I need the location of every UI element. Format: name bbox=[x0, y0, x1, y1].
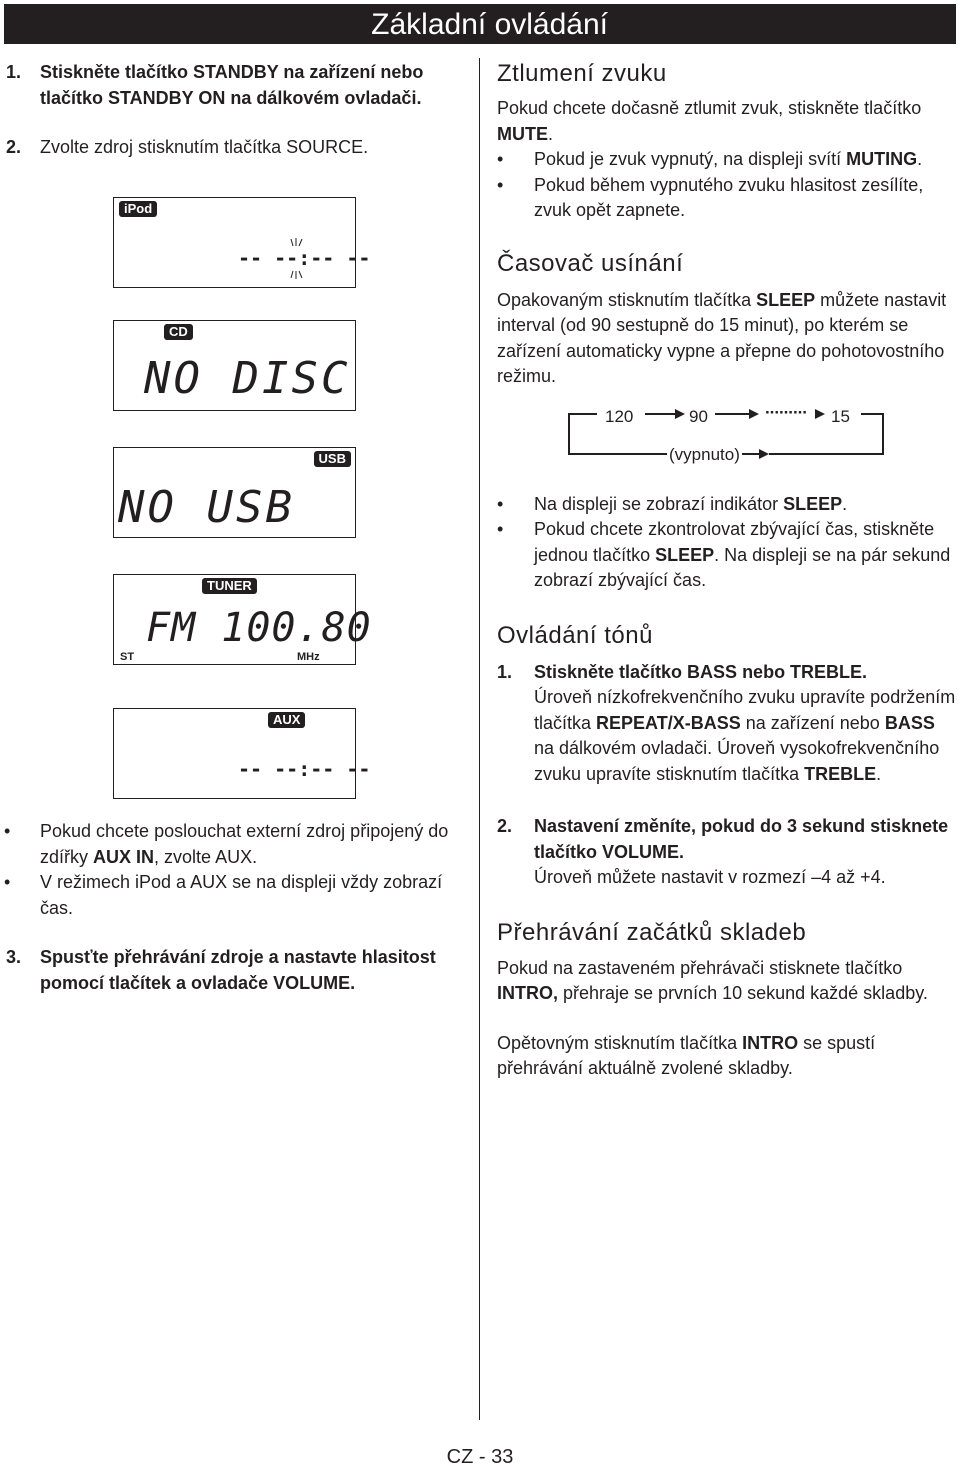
left-lower bbox=[0, 819, 460, 996]
right-column bbox=[497, 60, 959, 1082]
tuner-display-text: FM 100.80 bbox=[146, 605, 372, 651]
mute-heading: Ztlumení zvuku bbox=[497, 60, 667, 87]
page-title: Základní ovládání bbox=[371, 8, 608, 41]
cd-display bbox=[113, 320, 356, 411]
mute-paragraph: Pokud chcete dočasně ztlumit zvuk, stiskněte tlačítko MUTE. bbox=[497, 98, 922, 144]
tuner-tag: TUNER bbox=[202, 578, 257, 594]
time-bullet: • V režimech iPod a AUX se na displeji vždy zobrazí čas. bbox=[0, 870, 460, 921]
sleep-120: 120 bbox=[605, 406, 634, 426]
blink-icon bbox=[288, 236, 308, 286]
tone-step-1-title: Stiskněte tlačítko BASS nebo TREBLE. bbox=[534, 661, 868, 682]
muting-bullet: • Pokud je zvuk vypnutý, na displeji svítí MUTING. bbox=[497, 147, 959, 173]
ipod-display bbox=[113, 197, 371, 288]
page-number: CZ - 33 bbox=[446, 1446, 514, 1468]
step-3: 3. Spusťte přehrávání zdroje a nastavte hlasitost pomocí tlačítek a ovladače VOLUME. bbox=[6, 947, 436, 993]
intro-paragraph-2: Opětovným stisknutím tlačítka INTRO se spustí přehrávání aktuálně zvolené skladby. bbox=[497, 1032, 876, 1078]
page-header bbox=[4, 4, 956, 44]
column-divider bbox=[479, 58, 480, 1420]
ipod-display-text: -- --:-- -- bbox=[238, 246, 371, 270]
tuner-display bbox=[113, 574, 372, 665]
aux-bullet: • Pokud chcete poslouchat externí zdroj připojený do zdířky AUX IN, zvolte AUX. bbox=[0, 819, 460, 870]
sleep-cycle-diagram bbox=[497, 404, 959, 492]
unmute-bullet: • Pokud během vypnutého zvuku hlasitost zesílíte, zvuk opět zapnete. bbox=[497, 173, 959, 224]
cd-display-text: NO DISC bbox=[144, 353, 351, 404]
tone-step-1-text: Úroveň nízkofrekvenčního zvuku upravíte podržením tlačítka REPEAT/X-BASS na zařízení nebo BASS na dálkovém ovladači. Úroveň vysokofrekvenčního zvuku upravíte stisknutím tlačítka TREBLE. bbox=[534, 687, 956, 784]
sleep-remaining-bullet: • Pokud chcete zkontrolovat zbývající čas, stiskněte jednou tlačítko SLEEP. Na displeji se na pár sekund zobrazí zbývající čas. bbox=[497, 517, 959, 594]
tone-step-2: 2. Nastavení změníte, pokud do 3 sekund stisknete tlačítko VOLUME. Úroveň můžete nastavit v rozmezí –4 až +4. bbox=[497, 814, 959, 891]
sleep-dots: ········· bbox=[765, 402, 807, 422]
tone-step-2-text: Úroveň můžete nastavit v rozmezí –4 až +4. bbox=[534, 867, 886, 887]
sleep-90: 90 bbox=[689, 406, 708, 426]
sleep-heading: Časovač usínání bbox=[497, 249, 684, 277]
usb-display bbox=[113, 447, 356, 538]
left-column bbox=[0, 60, 460, 161]
step-3-text: Spusťte přehrávání zdroje a nastavte hlasitost pomocí tlačítek a ovladače VOLUME. bbox=[40, 947, 436, 993]
aux-display bbox=[113, 708, 371, 799]
intro-paragraph-1: Pokud na zastaveném přehrávači stisknete tlačítko INTRO, přehraje se prvních 10 sekund každé skladby. bbox=[497, 957, 928, 1003]
sleep-indicator-bullet: • Na displeji se zobrazí indikátor SLEEP. bbox=[497, 492, 959, 518]
sleep-15: 15 bbox=[831, 406, 850, 426]
tone-heading: Ovládání tónů bbox=[497, 621, 653, 649]
stereo-indicator: ST bbox=[120, 651, 135, 663]
aux-display-text: -- --:-- -- bbox=[238, 757, 371, 781]
cd-tag: CD bbox=[164, 324, 193, 340]
tone-step-2-title: Nastavení změníte, pokud do 3 sekund stisknete tlačítko VOLUME. bbox=[534, 816, 949, 862]
tone-step-1: 1. Stiskněte tlačítko BASS nebo TREBLE. Úroveň nízkofrekvenčního zvuku upravíte podržením tlačítka REPEAT/X-BASS na zařízení nebo BASS na dálkovém ovladači. Úroveň vysokofrekvenčního zvuku upravíte stisknutím tlačítka TREBLE. bbox=[497, 660, 959, 788]
step-1-text: Stiskněte tlačítko STANDBY na zařízení nebo tlačítko STANDBY ON na dálkovém ovladači. bbox=[40, 62, 424, 108]
ipod-tag: iPod bbox=[119, 201, 157, 217]
usb-display-text: NO USB bbox=[118, 482, 295, 533]
step-1: 1. Stiskněte tlačítko STANDBY na zařízení nebo tlačítko STANDBY ON na dálkovém ovladači. bbox=[6, 62, 424, 108]
intro-heading: Přehrávání začátků skladeb bbox=[497, 918, 807, 946]
sleep-paragraph: Opakovaným stisknutím tlačítka SLEEP můžete nastavit interval (od 90 sestupně do 15 minut), po kterém se zařízení automaticky vypne a přepne do pohotovostního režimu. bbox=[497, 289, 947, 386]
aux-tag: AUX bbox=[268, 712, 305, 728]
step-2: 2. Zvolte zdroj stisknutím tlačítka SOURCE. bbox=[6, 137, 369, 157]
step-2-text: Zvolte zdroj stisknutím tlačítka SOURCE. bbox=[40, 137, 369, 157]
usb-tag: USB bbox=[314, 451, 351, 467]
sleep-off: (vypnuto) bbox=[667, 442, 742, 468]
mhz-unit: MHz bbox=[297, 651, 320, 663]
